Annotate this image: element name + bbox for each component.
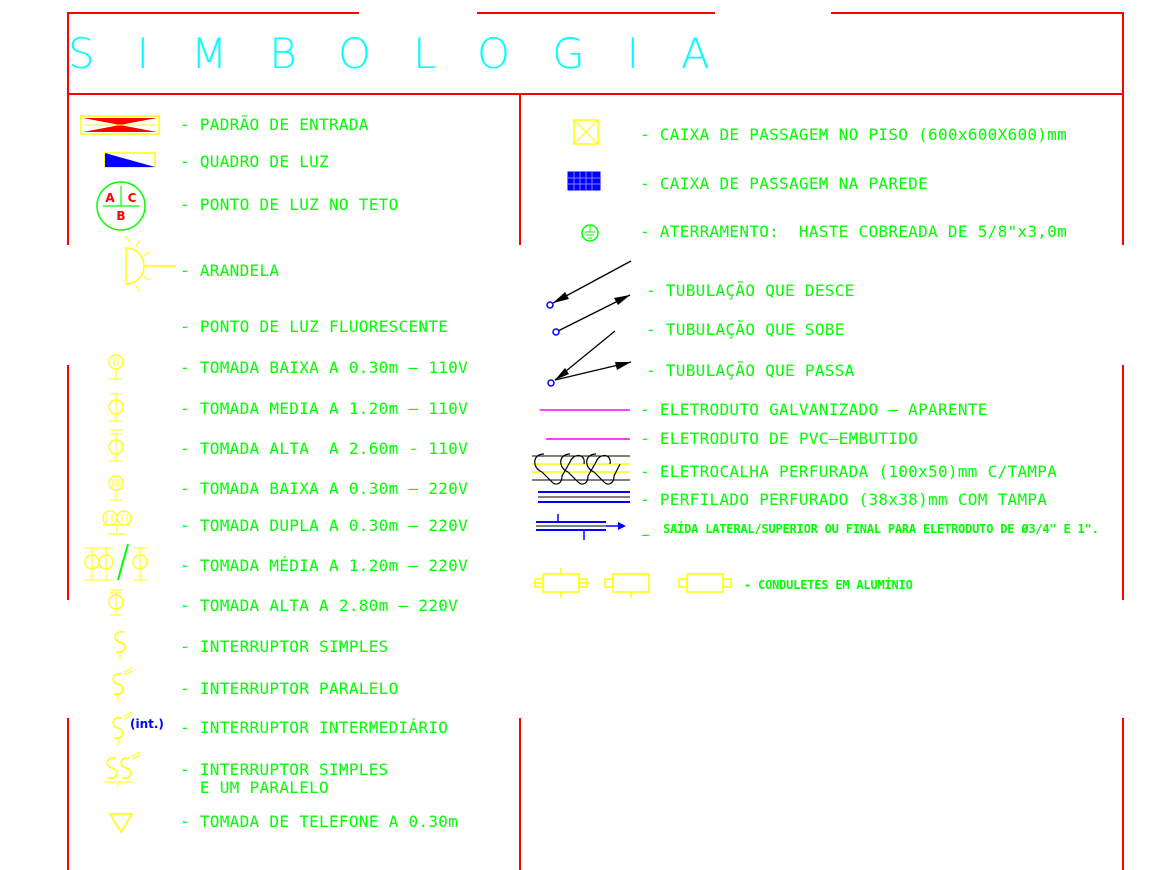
label-tubulacao-desce: - TUBULAÇÃO QUE DESCE bbox=[646, 281, 855, 300]
label-eletroduto-galvanizado: - ELETRODUTO GALVANIZADO — APARENTE bbox=[640, 400, 988, 419]
page-title: SIMBOLOGIA bbox=[68, 29, 752, 78]
frame-top-right bbox=[831, 12, 1124, 14]
tomada-media-icon bbox=[106, 392, 126, 424]
label-arandela: - ARANDELA bbox=[180, 261, 280, 280]
label-tomada-alta-220: - TOMADA ALTA A 2.80m — 220V bbox=[180, 596, 459, 615]
interruptor-simples-icon bbox=[110, 628, 130, 662]
label-perfilado: - PERFILADO PERFURADO (38x38)mm COM TAMPA bbox=[640, 490, 1048, 509]
label-caixa-passagem-parede: - CAIXA DE PASSAGEM NA PAREDE bbox=[640, 174, 929, 193]
eletroduto-pvc-icon bbox=[546, 437, 630, 441]
eletrocalha-icon bbox=[532, 450, 632, 486]
label-eletroduto-pvc: - ELETRODUTO DE PVC—EMBUTIDO bbox=[640, 429, 919, 448]
tomada-media-220-icon bbox=[78, 540, 158, 584]
label-interruptor-paralelo: - INTERRUPTOR PARALELO bbox=[180, 679, 399, 698]
frame-mid-b bbox=[519, 718, 521, 870]
frame-right-c bbox=[1122, 718, 1124, 870]
frame-top-left bbox=[67, 12, 359, 14]
eletroduto-galvanizado-icon bbox=[540, 408, 630, 412]
arandela-icon bbox=[112, 234, 178, 298]
interruptor-paralelo-icon bbox=[108, 668, 134, 704]
label-tomada-baixa-110: - TOMADA BAIXA A 0.30m — 110V bbox=[180, 358, 469, 377]
aterramento-icon bbox=[580, 223, 600, 243]
label-padrao-entrada: - PADRÃO DE ENTRADA bbox=[180, 115, 369, 134]
frame-right-a bbox=[1122, 93, 1124, 245]
label-tubulacao-sobe: - TUBULAÇÃO QUE SOBE bbox=[646, 320, 845, 339]
frame-top-middle bbox=[477, 12, 715, 14]
label-caixa-passagem-piso: - CAIXA DE PASSAGEM NO PISO (600x600X600)mm bbox=[640, 125, 1068, 144]
label-tomada-media-110: - TOMADA MEDIA A 1.20m — 110V bbox=[180, 399, 469, 418]
tomada-baixa-220-icon bbox=[106, 474, 126, 504]
label-fluorescente: - PONTO DE LUZ FLUORESCENTE bbox=[180, 317, 449, 336]
frame-title-right bbox=[1122, 12, 1124, 94]
tomada-alta-icon bbox=[106, 428, 126, 464]
label-tomada-baixa-220: - TOMADA BAIXA A 0.30m — 220V bbox=[180, 479, 469, 498]
label-interruptor-intermediario: - INTERRUPTOR INTERMEDIÁRIO bbox=[180, 718, 449, 737]
label-eletrocalha: - ELETROCALHA PERFURADA (100x50)mm C/TAMPA bbox=[640, 462, 1058, 481]
tomada-baixa-icon bbox=[106, 353, 126, 383]
ponto-luz-teto-icon bbox=[95, 180, 147, 232]
label-tomada-dupla: - TOMADA DUPLA A 0.30m — 220V bbox=[180, 516, 469, 535]
saida-lateral-icon bbox=[536, 512, 628, 542]
perfilado-icon bbox=[538, 490, 632, 506]
frame-title-bottom bbox=[67, 93, 1124, 95]
ponto-luz-letter-c: C bbox=[127, 191, 137, 205]
label-saida-lateral: _ SAÍDA LATERAL/SUPERIOR OU FINAL PARA ELETRODUTO DE Ø3/4" E 1". bbox=[642, 522, 1099, 536]
frame-mid-a bbox=[519, 93, 521, 245]
interruptor-simples-paralelo-icon bbox=[102, 748, 142, 788]
frame-left-b bbox=[67, 365, 69, 600]
label-ponto-luz-teto: - PONTO DE LUZ NO TETO bbox=[180, 195, 399, 214]
caixa-passagem-parede-icon bbox=[567, 171, 601, 191]
label-quadro-luz: - QUADRO DE LUZ bbox=[180, 152, 329, 171]
tomada-dupla-icon bbox=[100, 508, 134, 538]
intermediario-tag: (int.) bbox=[130, 717, 164, 731]
ponto-luz-letter-b: B bbox=[116, 209, 126, 223]
label-interruptor-simples-paralelo: - INTERRUPTOR SIMPLES E UM PARALELO bbox=[180, 760, 389, 797]
quadro-luz-icon bbox=[104, 152, 156, 168]
frame-left-c bbox=[67, 718, 69, 870]
label-tomada-alta-110: - TOMADA ALTA A 2.60m - 110V bbox=[180, 439, 469, 458]
label-tomada-telefone: - TOMADA DE TELEFONE A 0.30m bbox=[180, 812, 459, 831]
tomada-alta-220-icon bbox=[106, 588, 126, 618]
frame-left-a bbox=[67, 93, 69, 245]
label-conduletes: - CONDULETES EM ALUMÍNIO bbox=[744, 578, 913, 592]
tubulacao-passa-icon bbox=[543, 328, 635, 390]
caixa-passagem-piso-icon bbox=[573, 119, 599, 145]
interruptor-intermediario-icon bbox=[108, 712, 178, 748]
label-interruptor-simples: - INTERRUPTOR SIMPLES bbox=[180, 637, 389, 656]
conduletes-icon bbox=[533, 568, 733, 598]
label-tubulacao-passa: - TUBULAÇÃO QUE PASSA bbox=[646, 361, 855, 380]
frame-right-b bbox=[1122, 365, 1124, 600]
label-aterramento: - ATERRAMENTO: HASTE COBREADA DE 5/8"x3,0m bbox=[640, 222, 1068, 241]
padrao-entrada-icon bbox=[80, 115, 160, 135]
ponto-luz-letter-a: A bbox=[105, 191, 115, 205]
label-tomada-media-220: - TOMADA MÉDIA A 1.20m — 220V bbox=[180, 556, 469, 575]
tomada-telefone-icon bbox=[108, 812, 134, 834]
